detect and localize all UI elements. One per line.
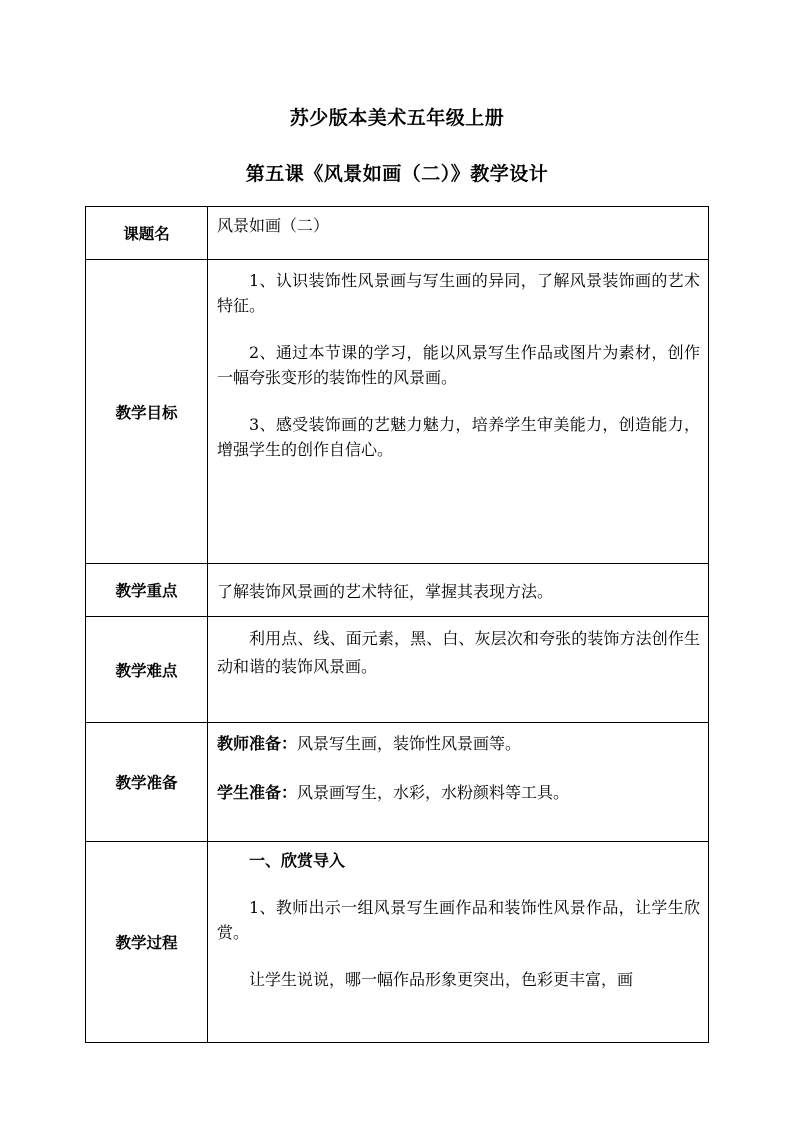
document-title: 苏少版本美术五年级上册	[289, 107, 505, 129]
process-item: 让学生说说，哪一幅作品形象更突出，色彩更丰富，画	[249, 970, 634, 989]
key-points-label: 教学重点	[86, 564, 208, 617]
table-row-topic	[86, 207, 709, 260]
student-preparation-value: 风景画写生，水彩，水粉颜料等工具。	[297, 783, 570, 802]
key-points-cell	[208, 564, 709, 617]
table-row-key-points	[86, 564, 709, 617]
objective-item: 3、感受装饰画的艺魅力魅力，培养学生审美能力，创造能力，增强学生的创作自信心。	[217, 415, 700, 459]
table-row-difficulties	[86, 617, 709, 723]
process-cell	[208, 842, 709, 1043]
lesson-title: 第五课《风景如画（二）》教学设计	[245, 163, 549, 185]
objective-item: 2、通过本节课的学习，能以风景写生作品或图片为素材，创作一幅夸张变形的装饰性的风景画。	[217, 343, 700, 387]
topic-value-cell	[208, 207, 709, 260]
difficulties-label: 教学难点	[86, 617, 208, 723]
key-points-value: 了解装饰风景画的艺术特征，掌握其表现方法。	[217, 581, 554, 601]
table-row-process	[86, 842, 709, 1043]
objective-item: 1、认识装饰性风景画与写生画的异同，了解风景装饰画的艺术特征。	[217, 271, 700, 315]
student-preparation	[217, 780, 700, 805]
process-label: 教学过程	[86, 842, 208, 1043]
process-item: 1、教师出示一组风景写生画作品和装饰性风景作品，让学生欣赏。	[217, 898, 700, 942]
difficulties-cell	[208, 617, 709, 723]
preparation-label: 教学准备	[86, 723, 208, 842]
student-preparation-label: 学生准备：	[217, 783, 298, 802]
difficulties-value: 利用点、线、面元素，黑、白、灰层次和夸张的装饰方法创作生动和谐的装饰风景画。	[217, 629, 700, 676]
teacher-preparation-value: 风景写生画，装饰性风景画等。	[297, 734, 522, 753]
topic-value: 风景如画（二）	[217, 216, 330, 235]
objectives-label: 教学目标	[86, 260, 208, 564]
topic-label: 课题名	[86, 207, 208, 260]
teacher-preparation-label: 教师准备：	[217, 734, 298, 753]
preparation-cell	[208, 723, 709, 842]
table-row-objectives	[86, 260, 709, 564]
table-row-preparation	[86, 723, 709, 842]
process-section-heading: 一、欣赏导入	[249, 851, 346, 870]
teacher-preparation	[217, 731, 700, 756]
objectives-cell	[208, 260, 709, 564]
lesson-plan-table	[85, 206, 709, 1043]
